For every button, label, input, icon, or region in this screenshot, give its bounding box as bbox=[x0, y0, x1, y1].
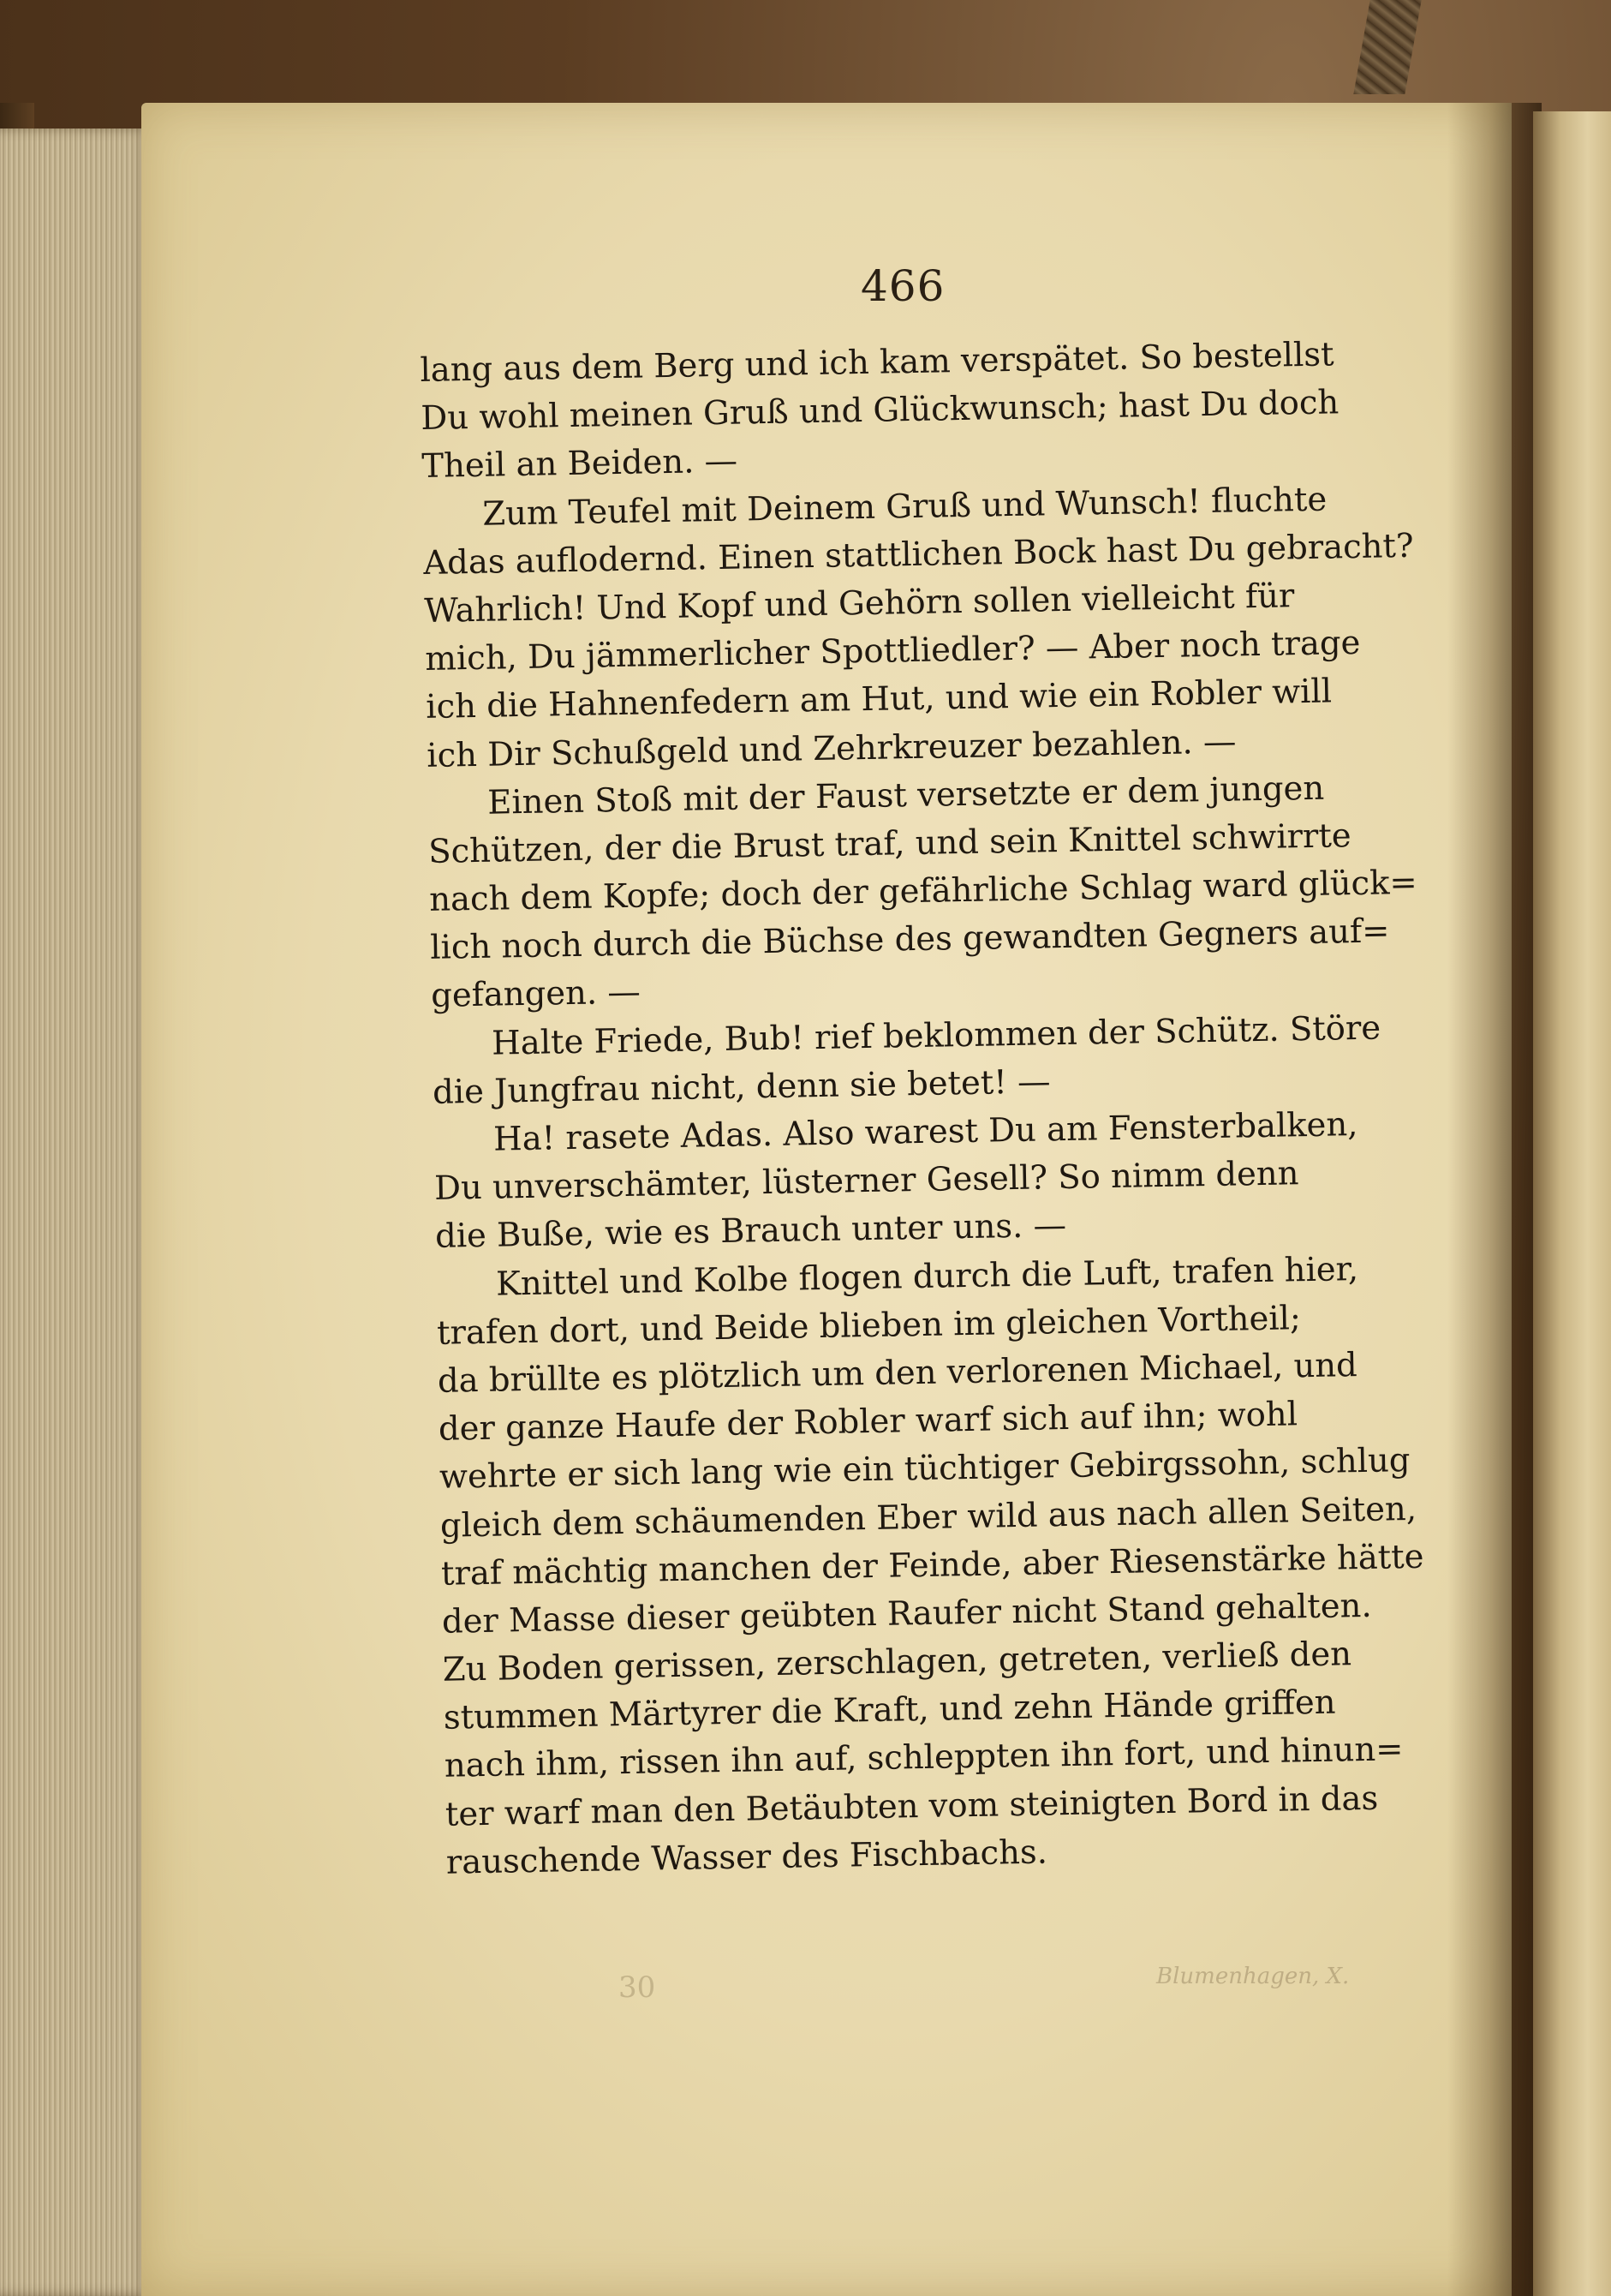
bookmark-ribbon bbox=[1353, 0, 1421, 94]
text-line: gefangen. — bbox=[430, 973, 641, 1016]
body-text bbox=[420, 330, 1431, 1887]
text-line: traf mächtig manchen der Feinde, aber Riesenstärke hätte bbox=[440, 1537, 1424, 1593]
text-line: Theil an Beiden. — bbox=[421, 441, 738, 487]
facing-page-edge bbox=[1533, 111, 1611, 2296]
text-line: Du wohl meinen Gruß und Glückwunsch; hast Du doch bbox=[421, 383, 1340, 439]
text-line: der Masse dieser geübten Raufer nicht Stand gehalten. bbox=[441, 1586, 1373, 1641]
text-line: Wahrlich! Und Kopf und Gehörn sollen vielleicht für bbox=[423, 577, 1295, 631]
text-line: Knittel und Kolbe flogen durch die Luft, trafen hier, bbox=[495, 1249, 1359, 1304]
bleed-through-signature-text: Blumenhagen, X. bbox=[1156, 1964, 1350, 1989]
text-line: lich noch durch die Büchse des gewandten Gegners auf= bbox=[429, 912, 1390, 968]
text-line: nach ihm, rissen ihn auf, schleppten ihn fort, und hinun= bbox=[444, 1730, 1404, 1786]
page-gutter-shadow bbox=[1447, 103, 1542, 2296]
text-line: ich Dir Schußgeld und Zehrkreuzer bezahlen. — bbox=[426, 721, 1237, 775]
text-line: lang aus dem Berg und ich kam verspätet. So bestellst bbox=[420, 335, 1334, 390]
text-line: die Jungfrau nicht, denn sie betet! — bbox=[432, 1062, 1051, 1112]
text-line: Adas auflodernd. Einen stattlichen Bock hast Du gebracht? bbox=[423, 526, 1414, 583]
text-line: Zu Boden gerissen, zerschlagen, getreten, verließ den bbox=[442, 1635, 1352, 1689]
text-line: Du unverschämter, lüsterner Gesell? So nimm denn bbox=[433, 1154, 1299, 1209]
text-line: die Buße, wie es Brauch unter uns. — bbox=[434, 1206, 1067, 1257]
text-line: Zum Teufel mit Deinem Gruß und Wunsch! fluchte bbox=[482, 480, 1328, 534]
text-line: Ha! rasete Adas. Also warest Du am Fensterbalken, bbox=[492, 1105, 1358, 1159]
text-line: gleich dem schäumenden Eber wild aus nach allen Seiten, bbox=[439, 1489, 1417, 1546]
text-line: Schützen, der die Brust traf, und sein Knittel schwirrte bbox=[427, 816, 1352, 871]
bleed-through-signature-number: 30 bbox=[618, 1970, 656, 2005]
page-edges-stack bbox=[0, 129, 150, 2296]
text-line: wehrte er sich lang wie ein tüchtiger Gebirgssohn, schlug bbox=[439, 1441, 1411, 1498]
text-line: rauschende Wasser des Fischbachs. bbox=[445, 1833, 1048, 1882]
text-line: da brüllte es plötzlich um den verlorenen Michael, und bbox=[437, 1346, 1358, 1401]
page-number: 466 bbox=[861, 261, 946, 311]
text-line: ich die Hahnenfedern am Hut, und wie ein Robler will bbox=[425, 672, 1333, 727]
text-line: nach dem Kopfe; doch der gefährliche Schlag ward glück= bbox=[428, 863, 1418, 919]
text-line: stummen Märtyrer die Kraft, und zehn Hände griffen bbox=[443, 1683, 1336, 1738]
text-line: trafen dort, und Beide blieben im gleichen Vortheil; bbox=[436, 1298, 1302, 1353]
text-line: Einen Stoß mit der Faust versetzte er dem jungen bbox=[486, 768, 1325, 822]
text-line: ter warf man den Betäubten vom steinigten Bord in das bbox=[445, 1779, 1379, 1834]
text-line: der ganze Haufe der Robler warf sich auf ihn; wohl bbox=[438, 1395, 1298, 1449]
text-line: mich, Du jämmerlicher Spottliedler? — Aber noch trage bbox=[424, 624, 1361, 679]
text-line: Halte Friede, Bub! rief beklommen der Schütz. Störe bbox=[491, 1008, 1381, 1063]
